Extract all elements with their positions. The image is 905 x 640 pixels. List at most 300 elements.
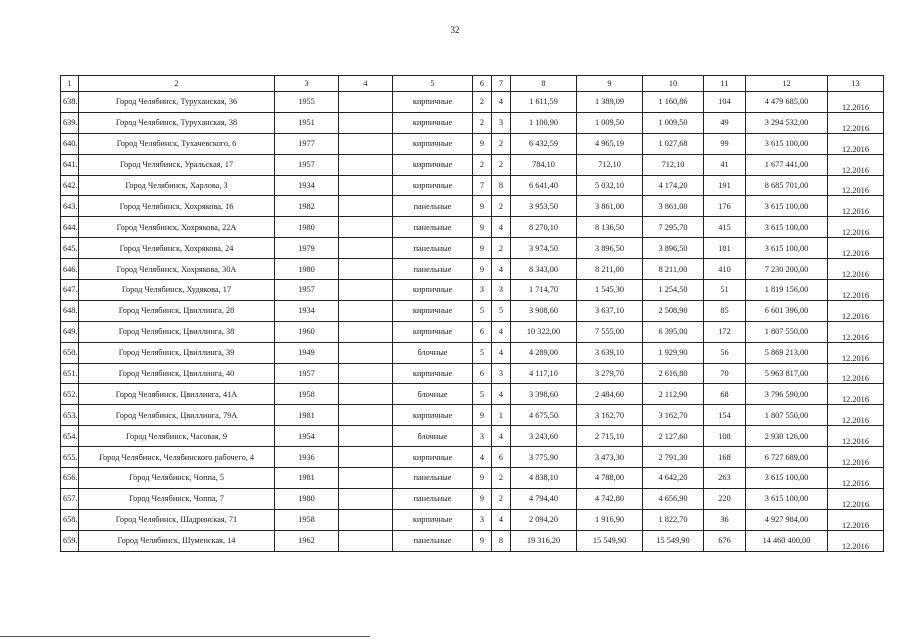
row-material: кирпичные — [393, 154, 473, 175]
row-deadline: 12.2016 — [828, 321, 884, 342]
row-year: 1962 — [275, 530, 339, 551]
row-area-total: 3 398,60 — [511, 384, 577, 405]
table-row — [61, 447, 884, 468]
row-deadline: 12.2016 — [828, 530, 884, 551]
row-area-col10: 6 395,00 — [643, 321, 704, 342]
row-area-living: 4 788,00 — [577, 468, 643, 489]
row-floors: 5 — [473, 300, 492, 321]
row-cost: 6 727 689,00 — [746, 447, 828, 468]
row-year: 1957 — [275, 280, 339, 301]
page-number: 32 — [450, 25, 460, 35]
row-material: кирпичные — [393, 321, 473, 342]
row-cost: 1 677 441,00 — [746, 154, 828, 175]
row-floors: 9 — [473, 238, 492, 259]
row-entrances: 4 — [492, 217, 511, 238]
row-area-living: 3 279,70 — [577, 363, 643, 384]
table-row — [61, 112, 884, 133]
header-row — [61, 76, 884, 92]
row-area-col10: 2 112,90 — [643, 384, 704, 405]
row-deadline: 12.2016 — [828, 280, 884, 301]
row-year: 1982 — [275, 196, 339, 217]
row-material: кирпичные — [393, 300, 473, 321]
table-row — [61, 530, 884, 551]
row-year: 1960 — [275, 321, 339, 342]
row-col4 — [339, 321, 393, 342]
row-residents: 220 — [704, 488, 746, 509]
row-material: кирпичные — [393, 175, 473, 196]
row-col4 — [339, 280, 393, 301]
row-area-living: 3 896,50 — [577, 238, 643, 259]
row-cost: 3 615 100,00 — [746, 468, 828, 489]
row-material: кирпичные — [393, 133, 473, 154]
table-row — [61, 426, 884, 447]
row-cost: 3 615 100,00 — [746, 488, 828, 509]
row-col4 — [339, 488, 393, 509]
row-deadline: 12.2016 — [828, 175, 884, 196]
row-col4 — [339, 384, 393, 405]
row-floors: 2 — [473, 154, 492, 175]
row-deadline: 12.2016 — [828, 300, 884, 321]
row-area-living: 8 211,00 — [577, 259, 643, 280]
row-number: 651. — [61, 363, 79, 384]
table-row — [61, 154, 884, 175]
table-row — [61, 321, 884, 342]
row-year: 1981 — [275, 405, 339, 426]
row-cost: 3 615 100,00 — [746, 133, 828, 154]
row-residents: 36 — [704, 509, 746, 530]
row-area-col10: 15 549,90 — [643, 530, 704, 551]
col-header: 12 — [746, 76, 828, 92]
row-deadline: 12.2016 — [828, 259, 884, 280]
row-entrances: 4 — [492, 509, 511, 530]
table-row — [61, 384, 884, 405]
row-deadline: 12.2016 — [828, 92, 884, 113]
row-address: Город Челябинск, Харлова, 3 — [79, 175, 275, 196]
row-residents: 56 — [704, 342, 746, 363]
row-area-col10: 4 174,20 — [643, 175, 704, 196]
row-area-living: 712,10 — [577, 154, 643, 175]
row-year: 1957 — [275, 363, 339, 384]
row-entrances: 2 — [492, 196, 511, 217]
row-residents: 99 — [704, 133, 746, 154]
row-cost: 3 615 100,00 — [746, 217, 828, 238]
row-year: 1979 — [275, 238, 339, 259]
row-area-living: 8 136,50 — [577, 217, 643, 238]
row-area-col10: 2 127,60 — [643, 426, 704, 447]
row-floors: 5 — [473, 342, 492, 363]
row-floors: 3 — [473, 280, 492, 301]
row-cost: 4 927 984,00 — [746, 509, 828, 530]
row-floors: 4 — [473, 447, 492, 468]
row-deadline: 12.2016 — [828, 363, 884, 384]
row-area-col10: 1 009,50 — [643, 112, 704, 133]
row-entrances: 3 — [492, 280, 511, 301]
row-material: панельные — [393, 196, 473, 217]
row-area-total: 4 838,10 — [511, 468, 577, 489]
row-area-living: 15 549,90 — [577, 530, 643, 551]
row-deadline: 12.2016 — [828, 133, 884, 154]
footer-rule — [0, 636, 370, 637]
row-year: 1980 — [275, 259, 339, 280]
row-cost: 1 807 550,00 — [746, 405, 828, 426]
row-area-total: 1 714,70 — [511, 280, 577, 301]
col-header: 1 — [61, 76, 79, 92]
row-material: кирпичные — [393, 509, 473, 530]
table-row — [61, 300, 884, 321]
row-col4 — [339, 468, 393, 489]
row-deadline: 12.2016 — [828, 426, 884, 447]
row-address: Город Челябинск, Цвиллинга, 41А — [79, 384, 275, 405]
col-header: 8 — [511, 76, 577, 92]
row-floors: 9 — [473, 217, 492, 238]
row-deadline: 12.2016 — [828, 509, 884, 530]
table-row — [61, 175, 884, 196]
row-area-col10: 3 861,00 — [643, 196, 704, 217]
row-address: Город Челябинск, Цвиллинга, 39 — [79, 342, 275, 363]
row-area-col10: 4 656,90 — [643, 488, 704, 509]
row-number: 649. — [61, 321, 79, 342]
row-area-living: 3 162,70 — [577, 405, 643, 426]
row-residents: 51 — [704, 280, 746, 301]
col-header: 9 — [577, 76, 643, 92]
row-area-living: 3 473,30 — [577, 447, 643, 468]
row-area-living: 1 389,09 — [577, 92, 643, 113]
row-entrances: 2 — [492, 488, 511, 509]
row-area-living: 4 742,80 — [577, 488, 643, 509]
row-col4 — [339, 300, 393, 321]
row-material: блочные — [393, 426, 473, 447]
row-address: Город Челябинск, Челябинского рабочего, 4 — [79, 447, 275, 468]
row-address: Город Челябинск, Тухачевского, 6 — [79, 133, 275, 154]
row-year: 1955 — [275, 92, 339, 113]
row-floors: 9 — [473, 133, 492, 154]
row-col4 — [339, 530, 393, 551]
row-floors: 9 — [473, 530, 492, 551]
row-entrances: 6 — [492, 447, 511, 468]
table-row — [61, 133, 884, 154]
row-year: 1977 — [275, 133, 339, 154]
row-entrances: 3 — [492, 112, 511, 133]
row-area-total: 1 100,90 — [511, 112, 577, 133]
row-entrances: 4 — [492, 426, 511, 447]
row-number: 643. — [61, 196, 79, 217]
row-deadline: 12.2016 — [828, 217, 884, 238]
row-area-col10: 1 160,86 — [643, 92, 704, 113]
row-area-total: 2 094,20 — [511, 509, 577, 530]
row-number: 654. — [61, 426, 79, 447]
row-cost: 3 796 590,00 — [746, 384, 828, 405]
row-area-living: 1 545,30 — [577, 280, 643, 301]
col-header: 10 — [643, 76, 704, 92]
row-residents: 181 — [704, 238, 746, 259]
row-number: 646. — [61, 259, 79, 280]
row-address: Город Челябинск, Шадринская, 71 — [79, 509, 275, 530]
row-residents: 176 — [704, 196, 746, 217]
row-number: 655. — [61, 447, 79, 468]
row-number: 657. — [61, 488, 79, 509]
row-material: панельные — [393, 530, 473, 551]
row-deadline: 12.2016 — [828, 112, 884, 133]
row-deadline: 12.2016 — [828, 468, 884, 489]
row-area-total: 8 343,00 — [511, 259, 577, 280]
row-year: 1954 — [275, 426, 339, 447]
row-deadline: 12.2016 — [828, 488, 884, 509]
row-address: Город Челябинск, Туруханская, 38 — [79, 112, 275, 133]
row-area-col10: 1 254,50 — [643, 280, 704, 301]
table-row — [61, 468, 884, 489]
row-entrances: 4 — [492, 92, 511, 113]
row-area-col10: 3 896,50 — [643, 238, 704, 259]
row-entrances: 2 — [492, 238, 511, 259]
row-floors: 7 — [473, 175, 492, 196]
row-entrances: 8 — [492, 530, 511, 551]
row-material: панельные — [393, 217, 473, 238]
row-col4 — [339, 405, 393, 426]
row-area-total: 10 322,00 — [511, 321, 577, 342]
row-area-total: 4 117,10 — [511, 363, 577, 384]
row-col4 — [339, 447, 393, 468]
row-cost: 1 807 550,00 — [746, 321, 828, 342]
row-col4 — [339, 92, 393, 113]
row-cost: 7 230 200,00 — [746, 259, 828, 280]
row-number: 642. — [61, 175, 79, 196]
col-header: 11 — [704, 76, 746, 92]
row-area-living: 1 916,90 — [577, 509, 643, 530]
row-year: 1958 — [275, 384, 339, 405]
row-area-living: 5 032,10 — [577, 175, 643, 196]
row-address: Город Челябинск, Чоппа, 7 — [79, 488, 275, 509]
table-row — [61, 488, 884, 509]
row-area-living: 2 484,60 — [577, 384, 643, 405]
row-area-col10: 4 642,20 — [643, 468, 704, 489]
table-row — [61, 196, 884, 217]
col-header: 4 — [339, 76, 393, 92]
row-number: 645. — [61, 238, 79, 259]
row-deadline: 12.2016 — [828, 447, 884, 468]
row-year: 1958 — [275, 509, 339, 530]
row-area-col10: 1 027,68 — [643, 133, 704, 154]
row-number: 650. — [61, 342, 79, 363]
row-number: 638. — [61, 92, 79, 113]
row-address: Город Челябинск, Цвиллинга, 40 — [79, 363, 275, 384]
row-area-total: 3 243,60 — [511, 426, 577, 447]
row-address: Город Челябинск, Цвиллинга, 79А — [79, 405, 275, 426]
row-col4 — [339, 133, 393, 154]
row-address: Город Челябинск, Хохрякова, 22А — [79, 217, 275, 238]
row-number: 653. — [61, 405, 79, 426]
row-residents: 415 — [704, 217, 746, 238]
row-col4 — [339, 259, 393, 280]
row-area-total: 3 775,90 — [511, 447, 577, 468]
col-header: 3 — [275, 76, 339, 92]
row-address: Город Челябинск, Хохрякова, 30А — [79, 259, 275, 280]
row-area-total: 3 953,50 — [511, 196, 577, 217]
row-year: 1934 — [275, 300, 339, 321]
row-address: Город Челябинск, Туруханская, 36 — [79, 92, 275, 113]
row-address: Город Челябинск, Хохрякова, 24 — [79, 238, 275, 259]
row-residents: 49 — [704, 112, 746, 133]
row-area-total: 3 908,60 — [511, 300, 577, 321]
row-deadline: 12.2016 — [828, 384, 884, 405]
row-number: 656. — [61, 468, 79, 489]
row-area-total: 1 611,59 — [511, 92, 577, 113]
row-residents: 676 — [704, 530, 746, 551]
row-residents: 191 — [704, 175, 746, 196]
row-floors: 9 — [473, 405, 492, 426]
col-header: 6 — [473, 76, 492, 92]
row-area-total: 6 432,59 — [511, 133, 577, 154]
row-floors: 6 — [473, 363, 492, 384]
row-area-total: 4 794,40 — [511, 488, 577, 509]
row-material: кирпичные — [393, 280, 473, 301]
row-residents: 168 — [704, 447, 746, 468]
col-header: 2 — [79, 76, 275, 92]
row-material: панельные — [393, 488, 473, 509]
housing-table — [60, 75, 884, 552]
row-address: Город Челябинск, Шуменская, 14 — [79, 530, 275, 551]
row-entrances: 1 — [492, 405, 511, 426]
row-year: 1934 — [275, 175, 339, 196]
row-deadline: 12.2016 — [828, 342, 884, 363]
row-address: Город Челябинск, Уральская, 17 — [79, 154, 275, 175]
table-row — [61, 259, 884, 280]
row-number: 647. — [61, 280, 79, 301]
row-cost: 3 294 532,00 — [746, 112, 828, 133]
row-area-living: 3 637,10 — [577, 300, 643, 321]
table-row — [61, 280, 884, 301]
table-row — [61, 217, 884, 238]
row-floors: 3 — [473, 426, 492, 447]
row-year: 1949 — [275, 342, 339, 363]
row-entrances: 4 — [492, 384, 511, 405]
row-number: 659. — [61, 530, 79, 551]
row-entrances: 2 — [492, 133, 511, 154]
row-material: кирпичные — [393, 363, 473, 384]
row-cost: 8 685 701,00 — [746, 175, 828, 196]
row-address: Город Челябинск, Хохрякова, 16 — [79, 196, 275, 217]
row-area-living: 2 715,10 — [577, 426, 643, 447]
row-entrances: 2 — [492, 154, 511, 175]
row-col4 — [339, 509, 393, 530]
row-residents: 410 — [704, 259, 746, 280]
row-address: Город Челябинск, Цвиллинга, 28 — [79, 300, 275, 321]
row-deadline: 12.2016 — [828, 196, 884, 217]
row-entrances: 4 — [492, 259, 511, 280]
row-residents: 154 — [704, 405, 746, 426]
row-col4 — [339, 175, 393, 196]
table-row — [61, 509, 884, 530]
row-deadline: 12.2016 — [828, 154, 884, 175]
row-floors: 9 — [473, 196, 492, 217]
row-area-col10: 3 162,70 — [643, 405, 704, 426]
col-header: 13 — [828, 76, 884, 92]
row-area-total: 784,10 — [511, 154, 577, 175]
row-residents: 108 — [704, 426, 746, 447]
table-row — [61, 92, 884, 113]
row-residents: 70 — [704, 363, 746, 384]
row-residents: 41 — [704, 154, 746, 175]
row-cost: 6 601 396,00 — [746, 300, 828, 321]
row-year: 1957 — [275, 154, 339, 175]
row-cost: 3 615 100,00 — [746, 238, 828, 259]
row-area-col10: 1 929,90 — [643, 342, 704, 363]
row-col4 — [339, 342, 393, 363]
row-number: 639. — [61, 112, 79, 133]
col-header: 7 — [492, 76, 511, 92]
row-entrances: 3 — [492, 363, 511, 384]
row-address: Город Челябинск, Худякова, 17 — [79, 280, 275, 301]
row-number: 644. — [61, 217, 79, 238]
row-cost: 3 615 100,00 — [746, 196, 828, 217]
row-address: Город Челябинск, Часовая, 9 — [79, 426, 275, 447]
row-area-col10: 1 822,70 — [643, 509, 704, 530]
row-material: кирпичные — [393, 92, 473, 113]
row-area-col10: 7 295,70 — [643, 217, 704, 238]
row-residents: 68 — [704, 384, 746, 405]
row-material: кирпичные — [393, 112, 473, 133]
row-area-total: 3 974,50 — [511, 238, 577, 259]
row-material: кирпичные — [393, 405, 473, 426]
table-row — [61, 238, 884, 259]
row-year: 1981 — [275, 468, 339, 489]
row-area-living: 4 965,19 — [577, 133, 643, 154]
table-row — [61, 363, 884, 384]
row-residents: 172 — [704, 321, 746, 342]
row-material: панельные — [393, 468, 473, 489]
row-area-total: 6 641,40 — [511, 175, 577, 196]
row-cost: 4 479 685,00 — [746, 92, 828, 113]
row-entrances: 4 — [492, 321, 511, 342]
row-cost: 1 819 156,00 — [746, 280, 828, 301]
row-area-col10: 2 508,90 — [643, 300, 704, 321]
row-floors: 9 — [473, 259, 492, 280]
row-material: панельные — [393, 259, 473, 280]
row-area-living: 3 639,10 — [577, 342, 643, 363]
row-number: 658. — [61, 509, 79, 530]
row-area-total: 4 675,50 — [511, 405, 577, 426]
row-col4 — [339, 238, 393, 259]
row-entrances: 2 — [492, 468, 511, 489]
row-address: Город Челябинск, Чоппа, 5 — [79, 468, 275, 489]
row-area-col10: 8 211,00 — [643, 259, 704, 280]
row-year: 1936 — [275, 447, 339, 468]
row-entrances: 4 — [492, 342, 511, 363]
row-material: блочные — [393, 384, 473, 405]
row-floors: 2 — [473, 112, 492, 133]
row-material: блочные — [393, 342, 473, 363]
row-col4 — [339, 196, 393, 217]
row-residents: 263 — [704, 468, 746, 489]
row-col4 — [339, 363, 393, 384]
table-row — [61, 342, 884, 363]
row-material: панельные — [393, 238, 473, 259]
row-col4 — [339, 154, 393, 175]
col-header: 5 — [393, 76, 473, 92]
row-area-living: 3 861,00 — [577, 196, 643, 217]
row-floors: 5 — [473, 384, 492, 405]
row-cost: 14 460 400,00 — [746, 530, 828, 551]
row-address: Город Челябинск, Цвиллинга, 38 — [79, 321, 275, 342]
table-row — [61, 405, 884, 426]
row-number: 648. — [61, 300, 79, 321]
row-entrances: 5 — [492, 300, 511, 321]
row-entrances: 8 — [492, 175, 511, 196]
row-area-total: 4 289,00 — [511, 342, 577, 363]
row-year: 1951 — [275, 112, 339, 133]
row-cost: 5 963 817,00 — [746, 363, 828, 384]
row-floors: 6 — [473, 321, 492, 342]
row-col4 — [339, 112, 393, 133]
